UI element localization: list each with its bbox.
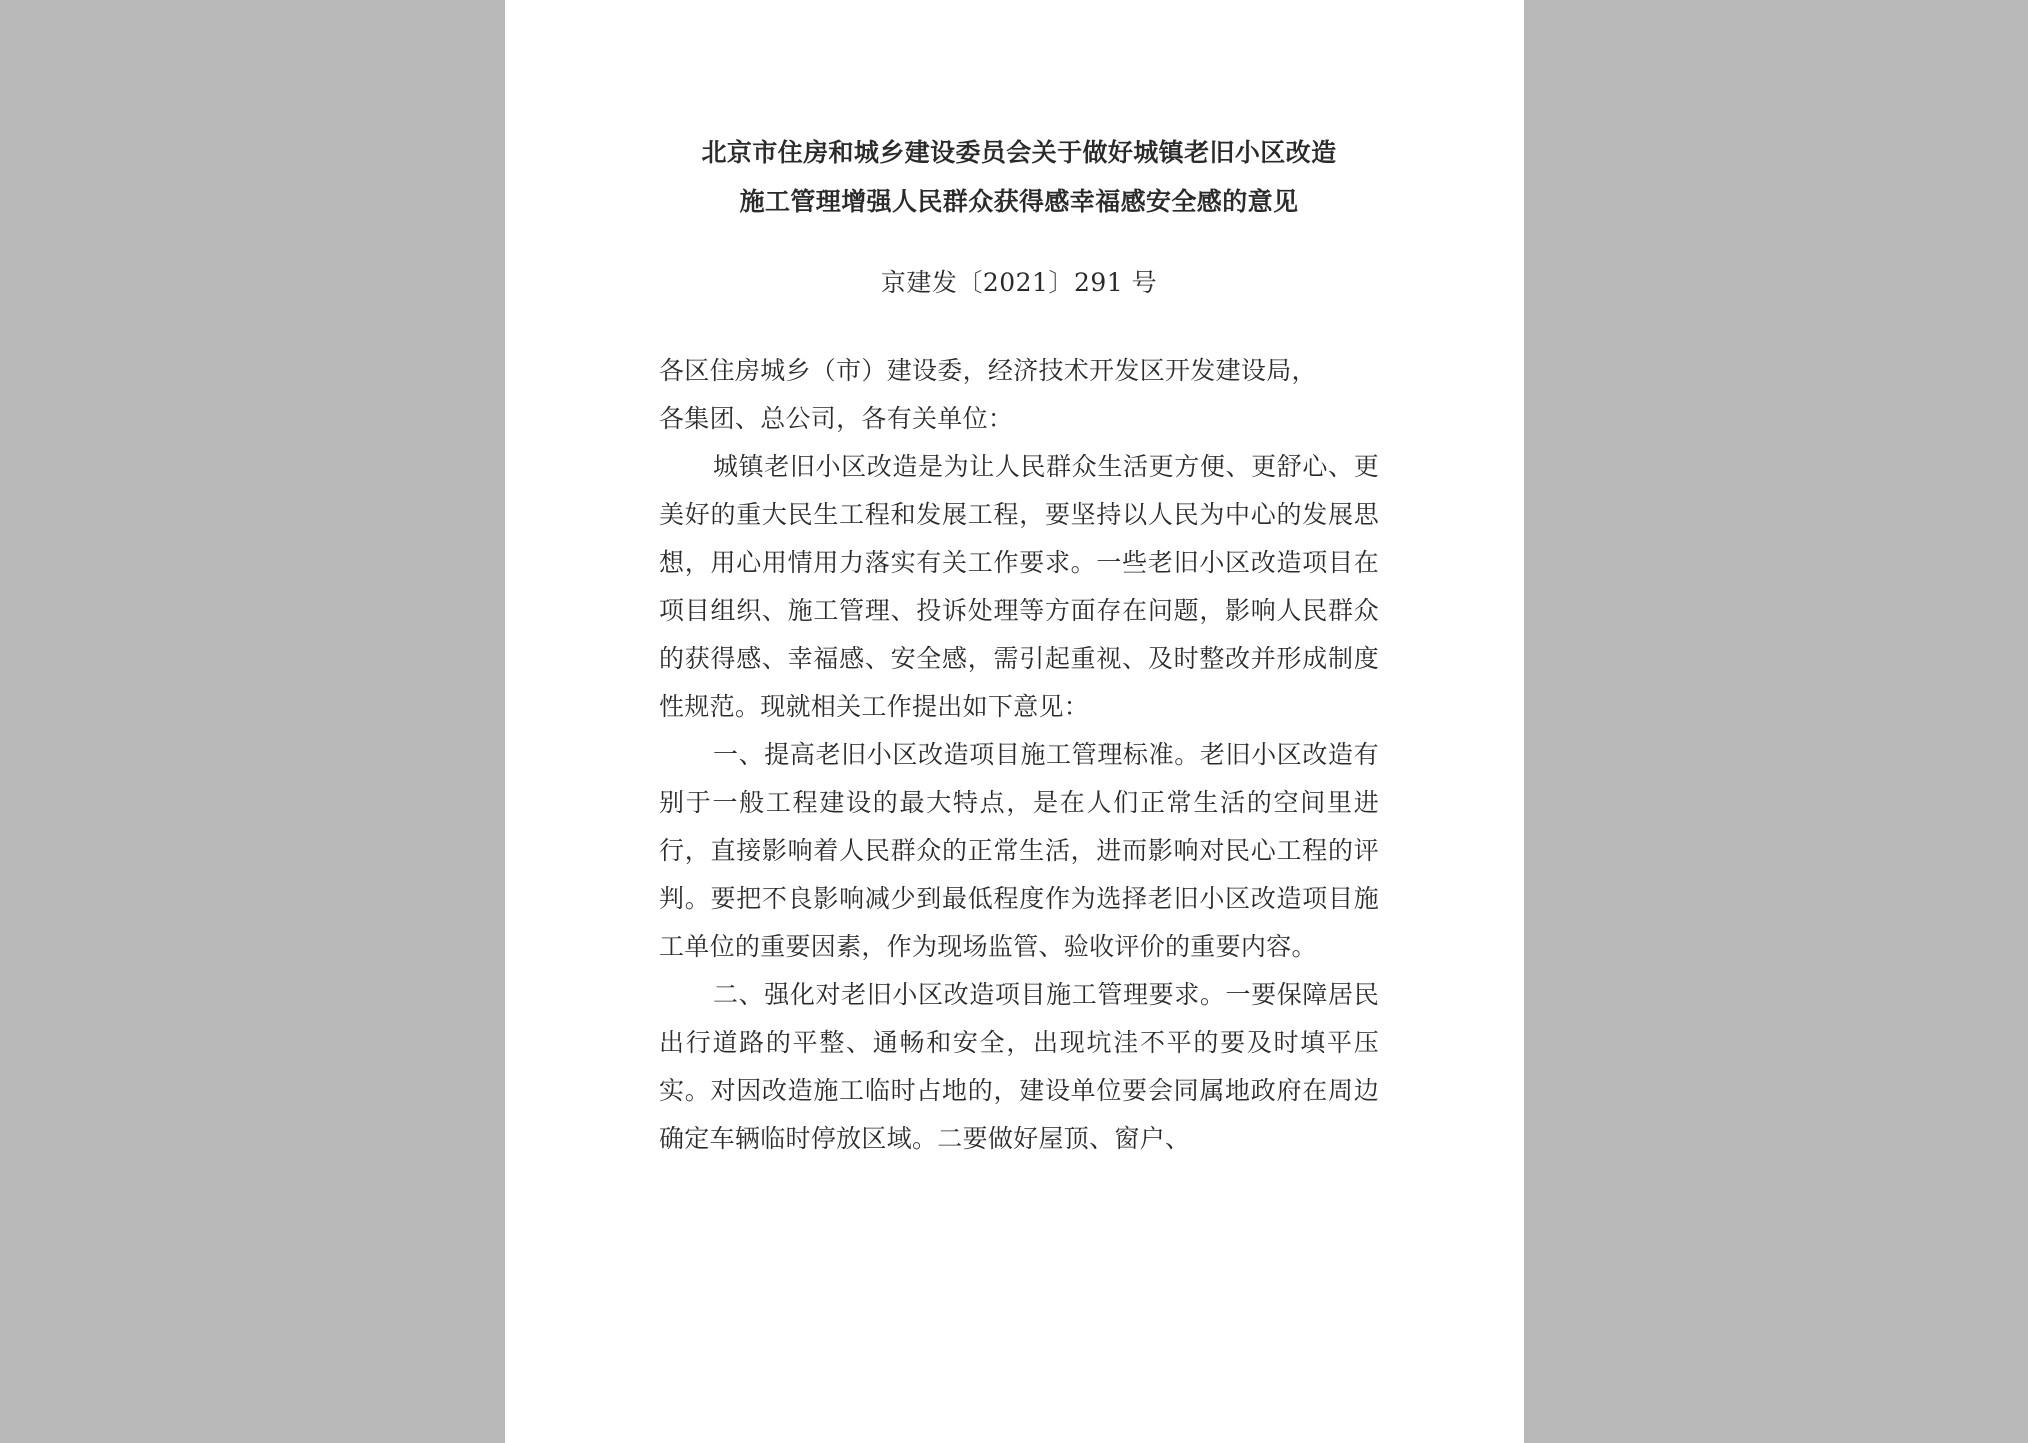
paragraph-intro: 城镇老旧小区改造是为让人民群众生活更方便、更舒心、更美好的重大民生工程和发展工程，要坚持以人民为中心的发展思想，用心用情用力落实有关工作要求。一些老旧小区改造项目在项目组织、施工管理、投诉处理等方面存在问题，影响人民群众的获得感、幸福感、安全感，需引起重视、及时整改并形成制度性规范。现就相关工作提出如下意见： (659, 452, 1379, 721)
addressee-block (659, 347, 1379, 443)
page-content (659, 128, 1379, 1163)
document-title (659, 128, 1379, 226)
addressee-line-2: 各集团、总公司，各有关单位： (659, 404, 1014, 433)
addressee-line-1: 各区住房城乡（市）建设委，经济技术开发区开发建设局， (659, 356, 1317, 385)
title-line-1: 北京市住房和城乡建设委员会关于做好城镇老旧小区改造 (701, 138, 1337, 167)
paragraph-section-1: 一、提高老旧小区改造项目施工管理标准。老旧小区改造有别于一般工程建设的最大特点，是在人们正常生活的空间里进行，直接影响着人民群众的正常生活，进而影响对民心工程的评判。要把不良影响减少到最低程度作为选择老旧小区改造项目施工单位的重要因素，作为现场监管、验收评价的重要内容。 (659, 740, 1379, 961)
paragraph-section-2: 二、强化对老旧小区改造项目施工管理要求。一要保障居民出行道路的平整、通畅和安全，出现坑洼不平的要及时填平压实。对因改造施工临时占地的，建设单位要会同属地政府在周边确定车辆临时停放区域。二要做好屋顶、窗户、 (659, 980, 1379, 1153)
title-line-2: 施工管理增强人民群众获得感幸福感安全感的意见 (739, 187, 1299, 216)
document-body (659, 347, 1379, 1163)
document-page (505, 0, 1524, 1443)
document-number: 京建发〔2021〕291 号 (880, 268, 1158, 297)
